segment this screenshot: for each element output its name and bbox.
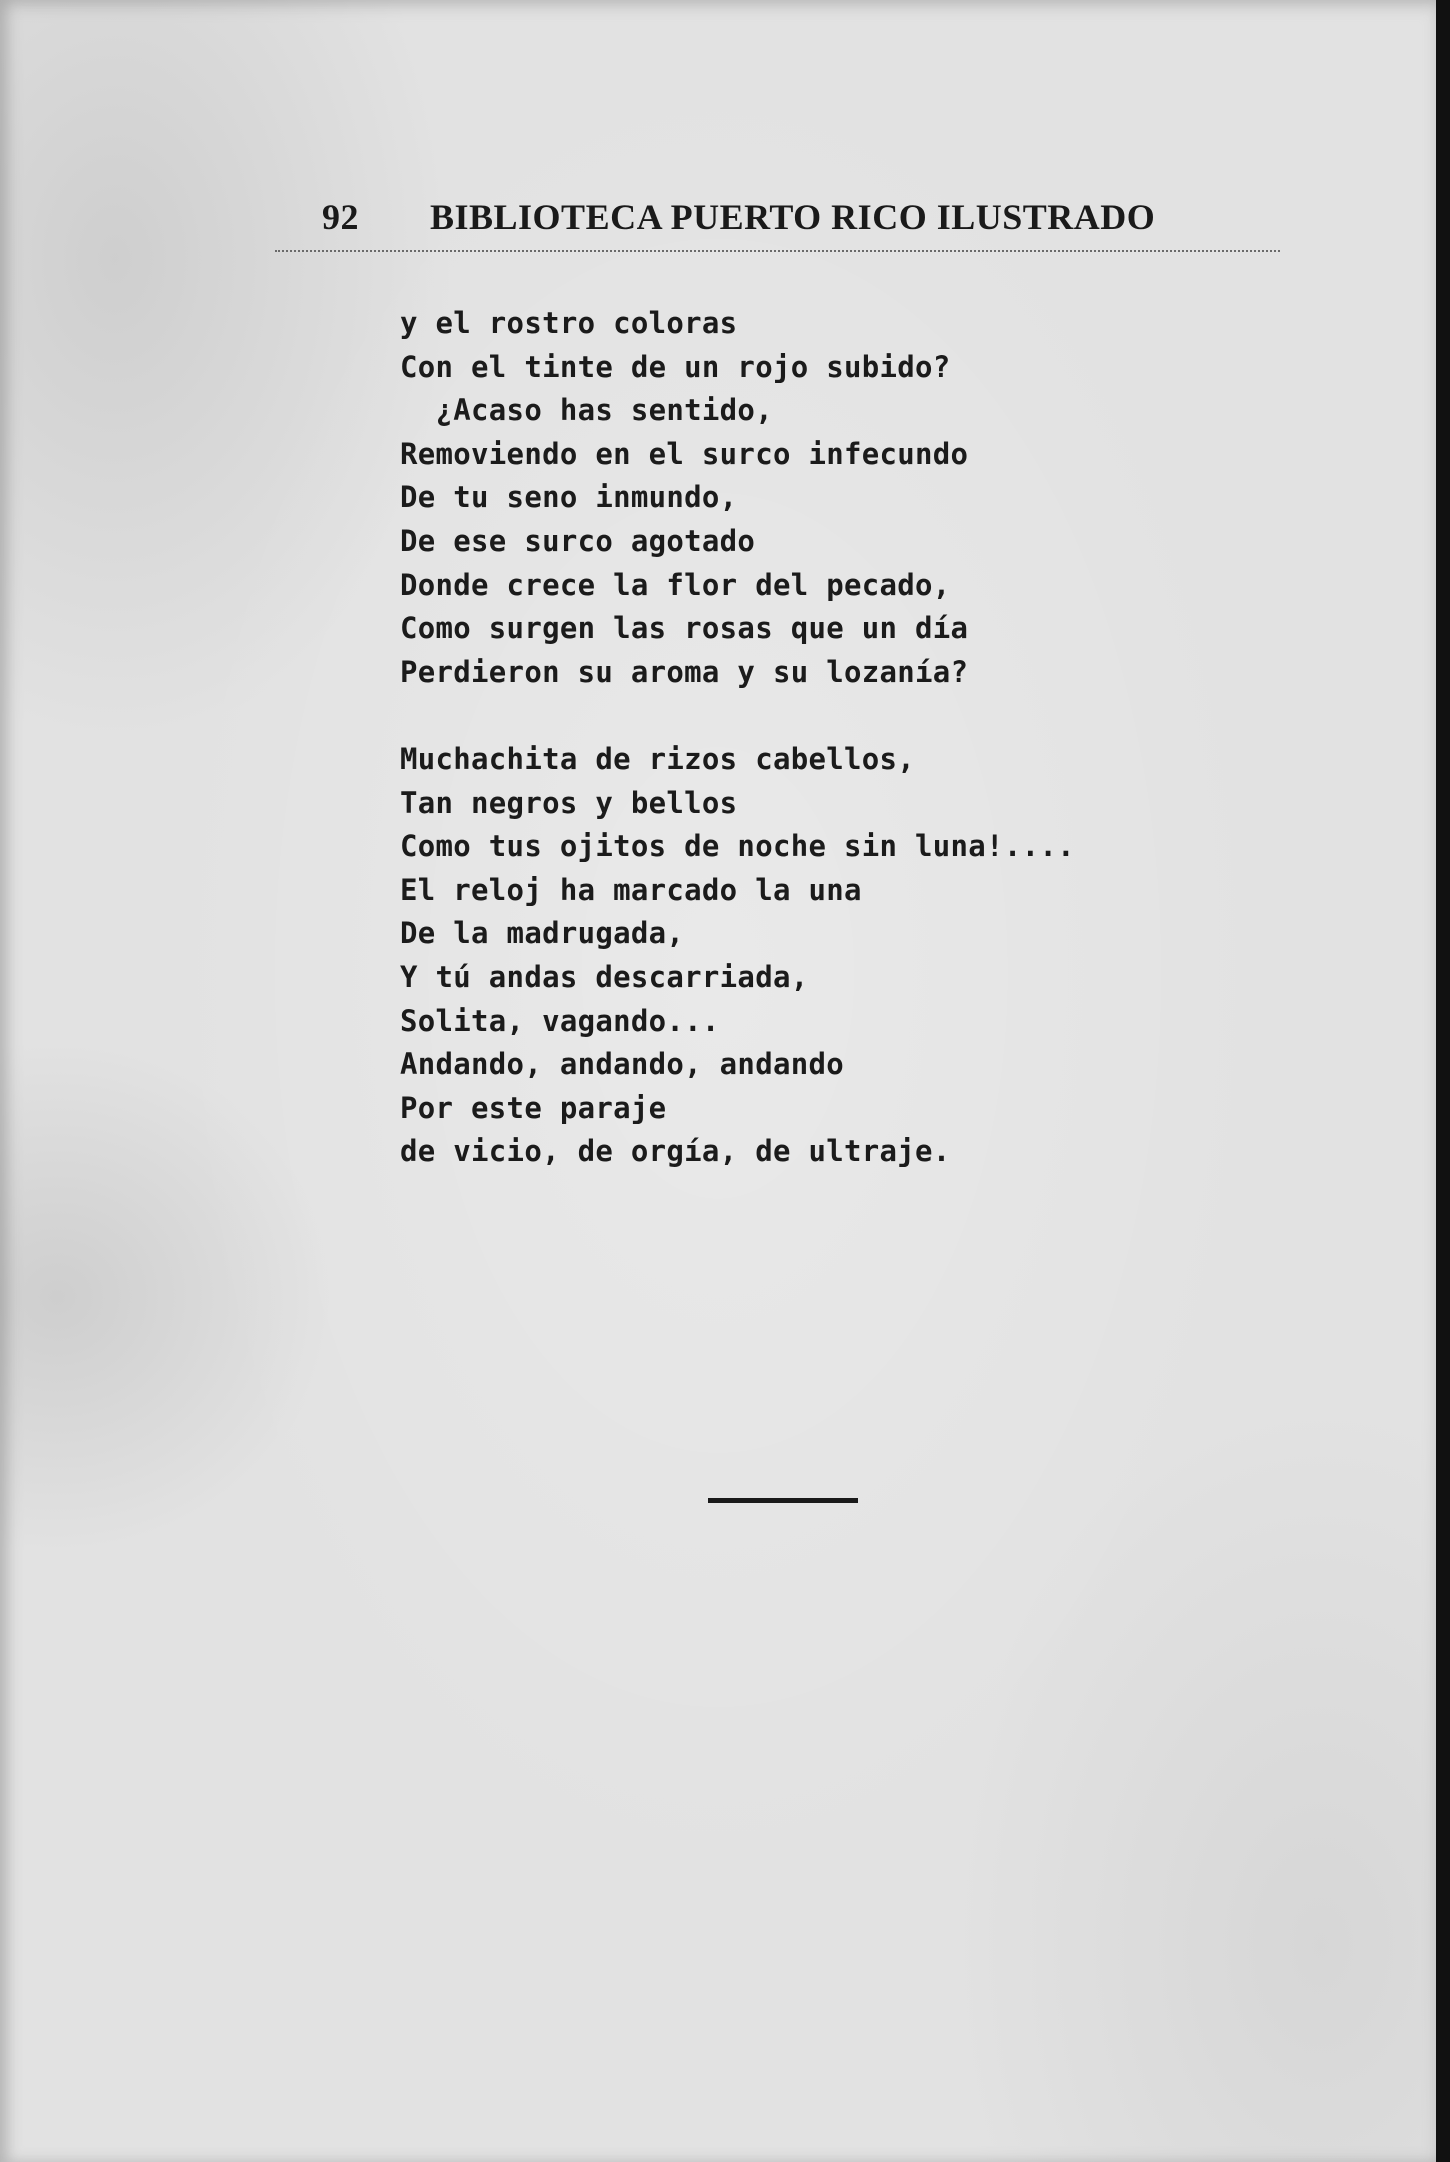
poem-line: Con el tinte de un rojo subido? <box>400 349 951 384</box>
poem-line: Tan negros y bellos <box>400 785 738 820</box>
poem-body <box>400 302 1075 1174</box>
page-number: 92 <box>322 197 359 237</box>
book-title: BIBLIOTECA PUERTO RICO ILUSTRADO <box>430 197 1156 237</box>
poem-line: y el rostro coloras <box>400 306 738 340</box>
poem-line: De la madrugada, <box>400 916 685 951</box>
scan-edge <box>1436 0 1450 2162</box>
poem-line: Solita, vagando... <box>400 1003 720 1038</box>
poem-line: Muchachita de rizos cabellos, <box>400 741 916 776</box>
poem-line: Como tus ojitos de noche sin luna!.... <box>400 829 1075 864</box>
poem-line: ¿Acaso has sentido, <box>400 393 773 428</box>
poem-line: El reloj ha marcado la una <box>400 872 862 907</box>
poem-line: Y tú andas descarriada, <box>400 959 809 994</box>
poem-line: De tu seno inmundo, <box>400 480 738 515</box>
poem-line: Andando, andando, andando <box>400 1047 844 1082</box>
poem-line: de vicio, de orgía, de ultraje. <box>400 1134 951 1169</box>
running-header <box>322 196 1155 238</box>
poem-line: Donde crece la flor del pecado, <box>400 567 951 602</box>
end-rule <box>708 1498 858 1503</box>
poem-line: Como surgen las rosas que un día <box>400 611 969 646</box>
poem-line: De ese surco agotado <box>400 523 756 558</box>
stanza-1 <box>400 302 1075 694</box>
header-rule <box>275 250 1280 252</box>
poem-line: Perdieron su aroma y su lozanía? <box>400 654 969 689</box>
stanza-2 <box>400 738 1075 1174</box>
poem-line: Removiendo en el surco infecundo <box>400 436 969 471</box>
poem-line: Por este paraje <box>400 1090 667 1125</box>
